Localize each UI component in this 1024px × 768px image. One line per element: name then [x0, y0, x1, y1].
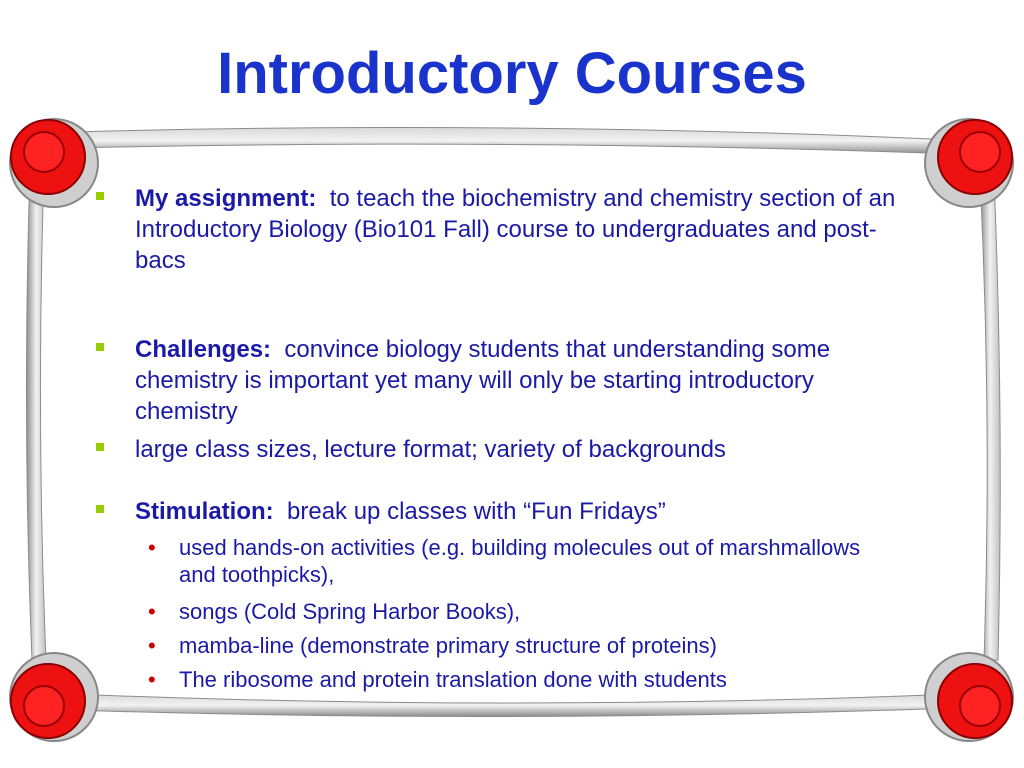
sub-bullet-text: The ribosome and protein translation done with students [179, 667, 727, 692]
sub-bullet-text: used hands-on activities (e.g. building molecules out of marshmallows and toothpicks), [179, 535, 861, 587]
sub-bullet-text: songs (Cold Spring Harbor Books), [179, 599, 521, 624]
sub-bullet-text: mamba-line (demonstrate primary structure of proteins) [179, 633, 717, 658]
bullet-stimulation [96, 496, 896, 527]
bullet-text: break up classes with “Fun Fridays” [287, 498, 666, 525]
bullet-square-icon [96, 443, 104, 451]
scroll-knob-bottom-right [925, 653, 1013, 741]
scroll-knob-top-left [10, 119, 98, 207]
sub-bullet [96, 632, 896, 659]
bullet-class-sizes [96, 434, 896, 465]
bullet-dot-icon: • [148, 599, 156, 624]
bullet-text: convince biology students that understanding some chemistry is important yet many will only be starting introductory chemistry [135, 336, 831, 425]
sub-bullet [96, 598, 896, 625]
bullet-lead: Challenges: [135, 336, 272, 363]
bullet-square-icon [96, 343, 104, 351]
bullet-dot-icon: • [148, 633, 156, 658]
sub-bullet [96, 534, 896, 588]
bullet-square-icon [96, 192, 104, 200]
bullet-lead: My assignment: [135, 185, 317, 212]
slide-body [96, 183, 896, 693]
bullet-my-assignment [96, 183, 896, 276]
bullet-challenges [96, 334, 896, 427]
bullet-dot-icon: • [148, 667, 156, 692]
bullet-text: to teach the biochemistry and chemistry section of an Introductory Biology (Bio101 Fall) course to undergraduates and post-bacs [135, 185, 896, 274]
scroll-knob-top-right [925, 119, 1013, 207]
bullet-square-icon [96, 505, 104, 513]
bullet-lead: Stimulation: [135, 498, 274, 525]
bullet-dot-icon: • [148, 535, 156, 560]
sub-bullet [96, 666, 896, 693]
scroll-knob-bottom-left [10, 653, 98, 741]
slide-title: Introductory Courses [217, 41, 807, 106]
bullet-text: large class sizes, lecture format; variety of backgrounds [135, 436, 726, 463]
